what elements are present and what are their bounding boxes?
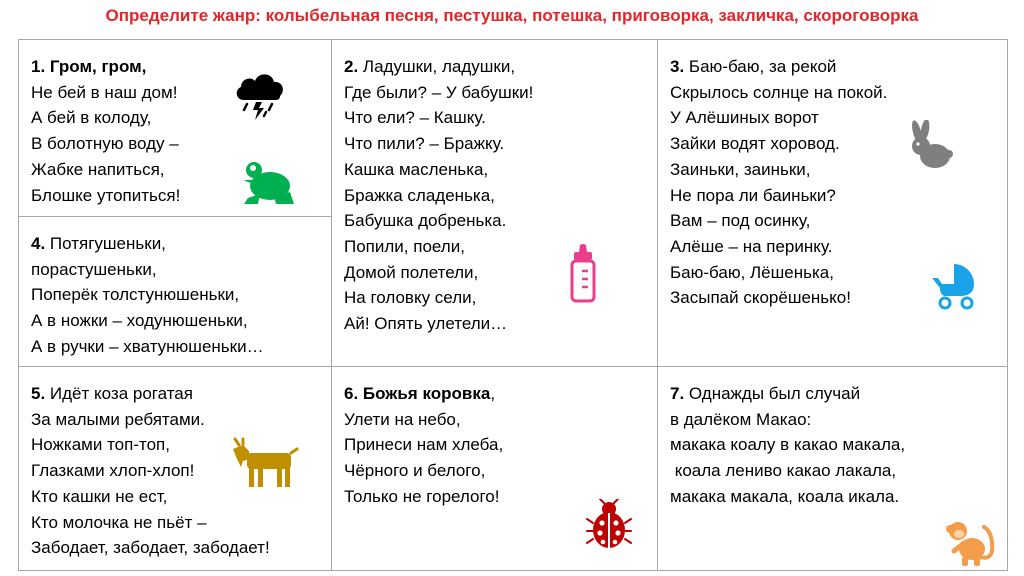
poem-line: Ножками топ-топ, [31, 435, 170, 455]
poem-title-punctuation: , [490, 384, 496, 403]
poem-line: Бабушка добренька. [344, 211, 507, 231]
poem-line: в далёком Макао: [670, 409, 812, 429]
poem-first-line [670, 54, 995, 80]
poem-line: Принеси нам хлеба, [344, 435, 504, 455]
poem-cell-5 [19, 367, 332, 571]
poem-title: Однажды был случай [688, 384, 861, 403]
poem-line: Кто молочка не пьёт – [31, 512, 207, 532]
poem-line: Вам – под осинку, [670, 211, 811, 231]
poem-line: Бражка сладенька, [344, 185, 495, 205]
stroller-icon [930, 260, 980, 310]
poem-line: Что пили? – Бражку. [344, 134, 505, 154]
poem-line: У Алёшиных ворот [670, 108, 819, 128]
poems-table [18, 39, 1008, 571]
poem-line: Зайки водят хоровод. [670, 134, 840, 154]
poem-number: 5. [31, 384, 46, 403]
page-title: Определите жанр: колыбельная песня, пестушка, потешка, приговорка, закличка, скороговорка [105, 6, 919, 25]
poem-number: 2. [344, 57, 359, 76]
poem-line: Баю-баю, Лёшенька, [670, 262, 834, 282]
storm-cloud-icon [232, 66, 288, 122]
ladybug-icon [586, 499, 632, 551]
poem-line: А в ножки – ходунюшеньки, [31, 311, 248, 331]
poem-number: 1. [31, 57, 46, 76]
poem-line: макака макала, коала икала. [670, 486, 900, 506]
poem-line: Алёше – на перинку. [670, 236, 833, 256]
poem-line: Что ели? – Кашку. [344, 108, 486, 128]
poem-title: Божья коровка [362, 384, 491, 403]
poem-first-line [31, 381, 319, 407]
poem-line: Улети на небо, [344, 409, 461, 429]
poem-line: Ай! Опять улетели… [344, 314, 508, 334]
poem-line: порастушеньки, [31, 259, 157, 279]
poem-line: А бей в колоду, [31, 108, 152, 128]
poem-line: Попили, поели, [344, 236, 465, 256]
poem-line: Не пора ли баиньки? [670, 185, 836, 205]
poem-line: Не бей в наш дом! [31, 82, 178, 102]
poem-title: Идёт коза рогатая [49, 384, 193, 403]
poem-line: Кашка масленька, [344, 159, 489, 179]
poem-line: макака коалу в какао макала, [670, 435, 906, 455]
monkey-icon [944, 517, 1000, 567]
poem-line: Только не горелого! [344, 486, 500, 506]
poem-first-line [31, 231, 319, 257]
rabbit-icon [905, 120, 953, 170]
poem-cell-3 [658, 40, 1008, 367]
frog-icon [240, 158, 296, 208]
poem-line: На головку сели, [344, 288, 477, 308]
poem-line: коала лениво какао лакала, [670, 461, 897, 481]
poem-title: Баю-баю, за рекой [688, 57, 837, 76]
poem-number: 6. [344, 384, 359, 403]
poem-line: Поперёк толстунюшеньки, [31, 285, 240, 305]
baby-bottle-icon [568, 243, 598, 303]
goat-icon [229, 435, 299, 491]
poem-line: Заиньки, заиньки, [670, 159, 811, 179]
poem-number: 4. [31, 234, 46, 253]
poem-line: Глазками хлоп-хлоп! [31, 461, 195, 481]
poem-line: Где были? – У бабушки! [344, 82, 534, 102]
poem-line: Забодает, забодает, забодает! [31, 538, 270, 558]
poem-title: Гром, гром, [49, 57, 147, 76]
poem-cell-6 [332, 367, 658, 571]
poem-line: За малыми ребятами. [31, 409, 205, 429]
poem-line: Жабке напиться, [31, 159, 165, 179]
poem-first-line [344, 381, 645, 407]
poem-cell-7 [658, 367, 1008, 571]
poem-line: В болотную воду – [31, 134, 179, 154]
poem-number: 7. [670, 384, 685, 403]
poem-first-line [344, 54, 645, 80]
poem-line: Засыпай скорёшенько! [670, 288, 851, 308]
poem-number: 3. [670, 57, 685, 76]
poem-cell-1 [19, 40, 332, 217]
poem-first-line [670, 381, 995, 407]
poem-line: Кто кашки не ест, [31, 486, 168, 506]
poem-line: Чёрного и белого, [344, 461, 486, 481]
poem-title: Ладушки, ладушки, [362, 57, 516, 76]
poem-title: Потягушеньки, [49, 234, 166, 253]
poem-cell-4 [19, 217, 332, 367]
poem-line: А в ручки – хватунюшеньки… [31, 336, 264, 356]
poem-line: Блошке утопиться! [31, 185, 181, 205]
poem-line: Домой полетели, [344, 262, 479, 282]
poem-line: Скрылось солнце на покой. [670, 82, 888, 102]
poem-cell-2 [332, 40, 658, 367]
